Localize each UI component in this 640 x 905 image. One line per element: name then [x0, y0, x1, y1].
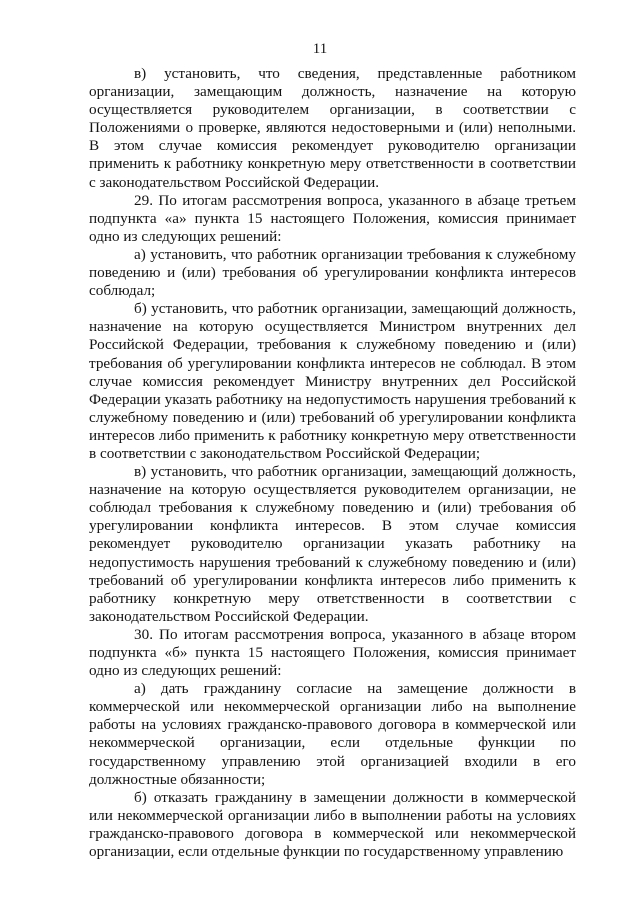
paragraph-29-intro: 29. По итогам рассмотрения вопроса, указанного в абзаце третьем подпункта «а» пункта 15 настоящего Положения, комиссия принимает одно из следующих решений: [89, 191, 576, 245]
paragraph-29v: в) установить, что работник организации, замещающий должность, назначение на которую осуществляется руководителем организации, не соблюдал требования к служебному поведению и (или) требования об урегулировании конфликта интересов. В этом случае комиссия рекомендует руководителю организации указать работнику на недопустимость нарушения требований к служебному поведению и (или) требований об урегулировании конфликта интересов либо применить к работнику конкретную меру ответственности в соответствии с законодательством Российской Федерации. [89, 463, 576, 625]
page-number: 11 [312, 41, 328, 57]
paragraph-28v: в) установить, что сведения, представленные работником организации, замещающим должность, назначение на которую осуществляется руководителем организации, в соответствии с Положениями о проверке, являются недостоверными и (или) неполными. В этом случае комиссия рекомендует руководителю организации применить к работнику конкретную меру ответственности в соответствии с законодательством Российской Федерации. [89, 65, 576, 191]
paragraph-30b: б) отказать гражданину в замещении должности в коммерческой или некоммерческой организации либо в выполнении работы на условиях гражданско-правового договора в коммерческой или некоммерческой организации, если отдельные функции по государственному управлению [89, 788, 576, 861]
paragraph-30a: а) дать гражданину согласие на замещение должности в коммерческой или некоммерческой организации либо на выполнение работы на условиях гражданско-правового договора в коммерческой или некоммерческой организации, если отдельные функции по государственному управлению этой организацией входили в его должностные обязанности; [89, 680, 576, 788]
document-body [89, 65, 576, 861]
paragraph-29b: б) установить, что работник организации, замещающий должность, назначение на которую осуществляется Министром внутренних дел Российской Федерации, требования к служебному поведению и (или) требования об урегулировании конфликта интересов не соблюдал. В этом случае комиссия рекомендует Министру внутренних дел Российской Федерации указать работнику на недопустимость нарушения требований к служебному поведению и (или) требований об урегулировании конфликта интересов либо применить к работнику конкретную меру ответственности в соответствии с законодательством Российской Федерации; [89, 300, 576, 462]
paragraph-29a: а) установить, что работник организации требования к служебному поведению и (или) требования об урегулировании конфликта интересов соблюдал; [89, 245, 576, 300]
paragraph-30-intro: 30. По итогам рассмотрения вопроса, указанного в абзаце втором подпункта «б» пункта 15 настоящего Положения, комиссия принимает одно из следующих решений: [89, 625, 576, 680]
